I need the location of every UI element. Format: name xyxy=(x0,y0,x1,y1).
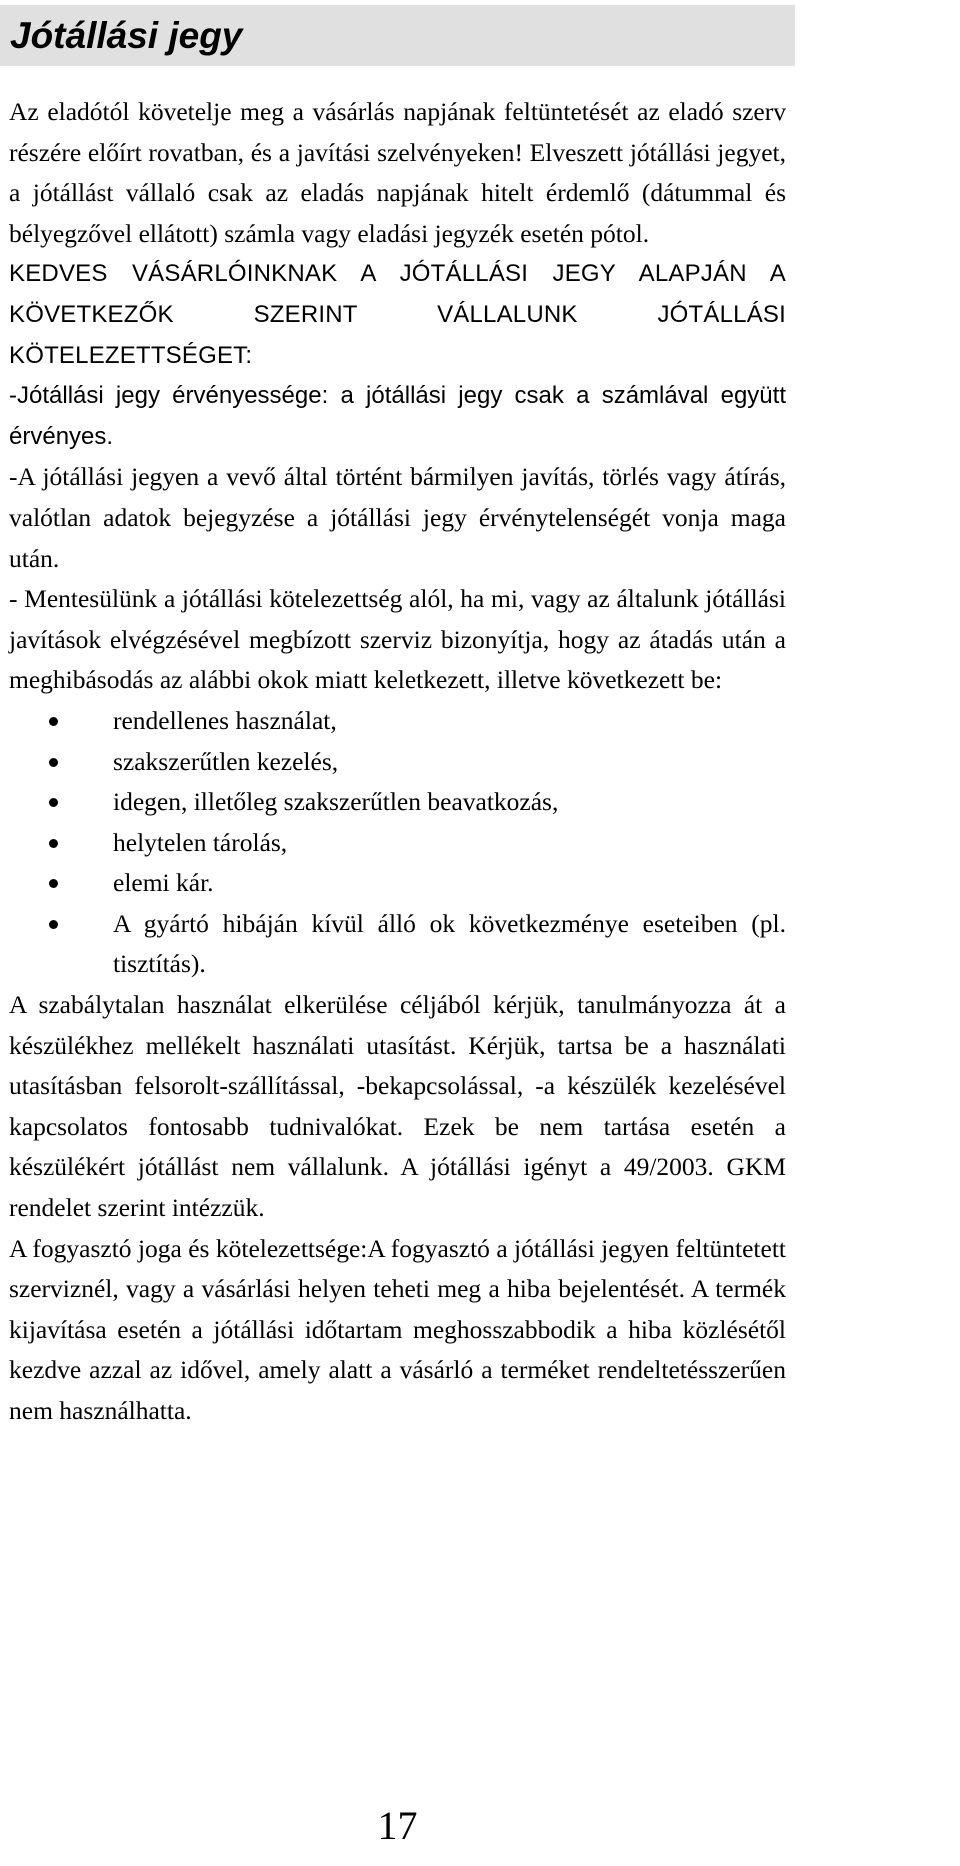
bullet-icon xyxy=(49,758,58,767)
consumer-rights-paragraph: A fogyasztó joga és kötelezettsége:A fogyasztó a jótállási jegyen feltüntetett szerviznél, vagy a vásárlási helyen teheti meg a hiba bejelentését. A termék kijavítása esetén a jótállási időtartam meghosszabbodik a hiba közlésétől kezdve azzal az idővel, amely alatt a vásárló a terméket rendeltetésszerűen nem használhatta. xyxy=(9,1233,786,1425)
bullet-icon xyxy=(49,717,58,726)
page-number: 17 xyxy=(377,1803,418,1848)
list-item xyxy=(9,904,786,985)
warranty-heading-paragraph: KEDVES VÁSÁRLÓINKNAK A JÓTÁLLÁSI JEGY ALAPJÁN A KÖVETKEZŐK SZERINT VÁLLALUNK JÓTÁLLÁSI KÖTELEZETTSÉGET: xyxy=(9,260,786,369)
exemption-paragraph: - Mentesülünk a jótállási kötelezettség alól, ha mi, vagy az általunk jótállási javítások elvégzésével megbízott szerviz bizonyítja, hogy az átadás után a meghibásodás az alábbi okok miatt keletkezett, illetve következett be: xyxy=(9,584,786,695)
intro-paragraph: Az eladótól követelje meg a vásárlás napjának feltüntetését az eladó szerv részére előírt rovatban, és a javítási szelvényeken! Elveszett jótállási jegyet, a jótállást vállaló csak az eladás napjának hitelt érdemlő (dátummal és bélyegzővel ellátott) számla vagy eladási jegyzék esetén pótol. xyxy=(9,97,786,248)
list-item-text: helytelen tárolás, xyxy=(113,827,288,857)
bullet-icon xyxy=(49,920,58,929)
page-title: Jótállási jegy xyxy=(10,15,243,56)
bullet-icon xyxy=(49,839,58,848)
list-item xyxy=(9,823,786,864)
document-body xyxy=(9,92,786,1432)
list-item xyxy=(9,863,786,904)
list-item-text: rendellenes használat, xyxy=(113,705,337,735)
list-item xyxy=(9,782,786,823)
list-item xyxy=(9,701,786,742)
list-item-text: szakszerűtlen kezelés, xyxy=(113,746,339,776)
list-item-text: A gyártó hibáján kívül álló ok következménye eseteiben (pl. tisztítás). xyxy=(113,908,786,979)
validity-paragraph: -Jótállási jegy érvényessége: a jótállási jegy csak a számlával együtt érvényes. xyxy=(9,382,786,450)
list-item-text: elemi kár. xyxy=(113,868,214,898)
list-item-text: idegen, illetőleg szakszerűtlen beavatkozás, xyxy=(113,787,559,817)
list-item xyxy=(9,742,786,783)
title-bar xyxy=(0,5,795,66)
exemption-causes-list xyxy=(9,701,786,985)
usage-instructions-paragraph: A szabálytalan használat elkerülése céljából kérjük, tanulmányozza át a készülékhez mellékelt használati utasítást. Kérjük, tartsa be a használati utasításban felsorolt-szállítással, -bekapcsolással, -a készülék kezelésével kapcsolatos fontosabb tudnivalókat. Ezek be nem tartása esetén a készülékért jótállást nem vállalunk. A jótállási igényt a 49/2003. GKM rendelet szerint intézzük. xyxy=(9,990,786,1223)
bullet-icon xyxy=(49,879,58,888)
bullet-icon xyxy=(49,798,58,807)
alteration-paragraph: -A jótállási jegyen a vevő által történt bármilyen javítás, törlés vagy átírás, valótlan adatok bejegyzése a jótállási jegy érvénytelenségét vonja maga után. xyxy=(9,462,786,573)
